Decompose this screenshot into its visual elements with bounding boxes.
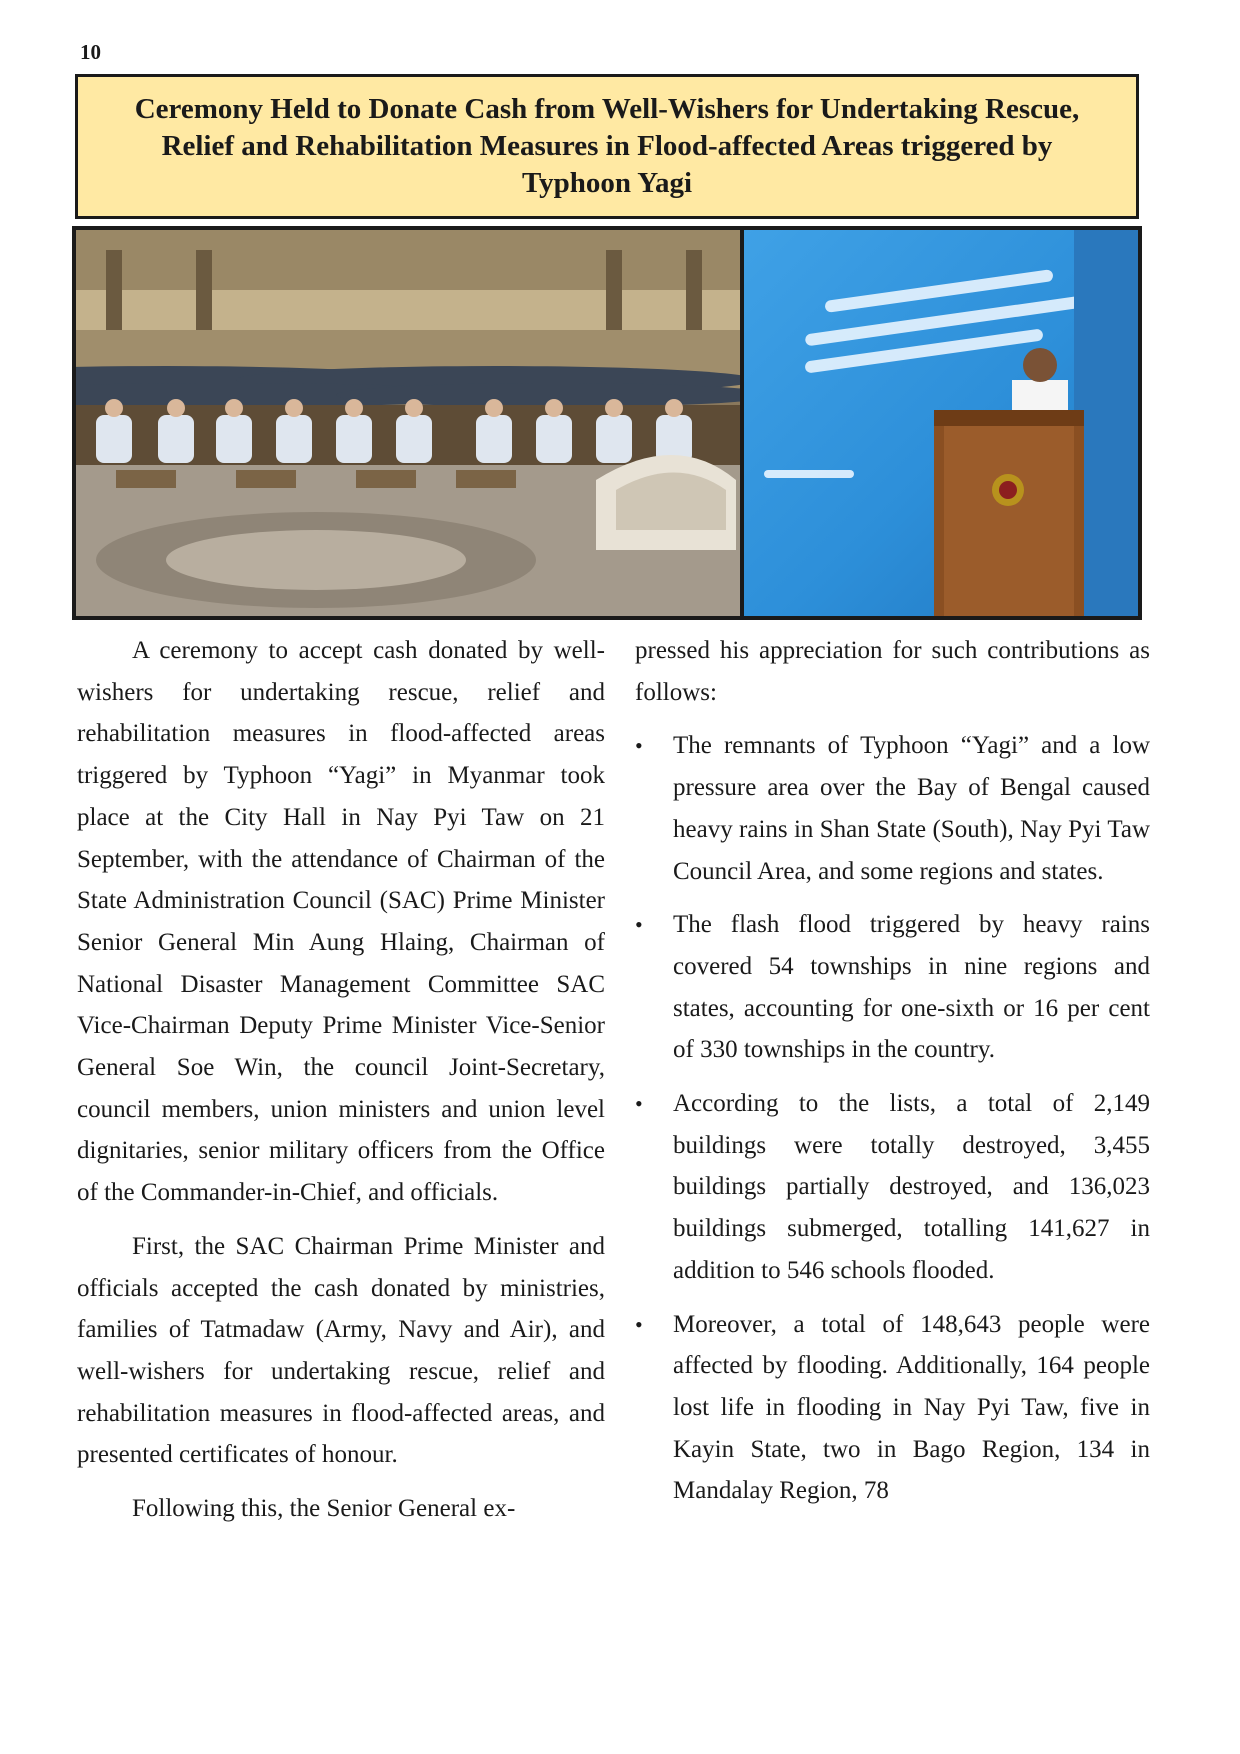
article-title-line-3: Typhoon Yagi — [521, 167, 693, 199]
body-paragraph-3: Following this, the Senior General ex- — [132, 1495, 516, 1523]
bullet-marker: • — [635, 1091, 643, 1117]
bullet-text-4: Moreover, a total of 148,643 people were affected by flooding. Additionally, 164 people lost life in flooding in Nay Pyi Taw, five in Kayin State, two in Bago Region, 134 in Mandalay Region, 78 — [673, 1310, 1150, 1505]
speaker-illustration — [744, 230, 1138, 616]
left-column — [77, 630, 605, 1542]
body-paragraph-2: First, the SAC Chairman Prime Minister and officials accepted the cash donated by ministries, families of Tatmadaw (Army, Navy and Air), and well-wishers for undertaking rescue, relief and rehabilitation measures in flood-affected areas, and presented certificates of honour. — [77, 1232, 605, 1469]
bullet-marker: • — [635, 912, 643, 938]
bullet-text-3: According to the lists, a total of 2,149 buildings were totally destroyed, 3,455 buildings partially destroyed, and 136,023 buildings submerged, totalling 141,627 in addition to 546 schools flooded. — [673, 1090, 1150, 1284]
article-title-line-1: Ceremony Held to Donate Cash from Well-Wishers for Undertaking Rescue, — [134, 93, 1080, 125]
bullet-list — [635, 725, 1150, 1512]
hall-audience-illustration — [76, 230, 740, 616]
speaker-podium-photo — [744, 230, 1138, 616]
hall-audience-photo — [76, 230, 740, 616]
photo-frame — [72, 226, 1142, 620]
page-number: 10 — [80, 40, 101, 64]
body-paragraph-1: A ceremony to accept cash donated by well-wishers for undertaking rescue, relief and rehabilitation measures in flood-affected areas triggered by Typhoon “Yagi” in Myanmar took place at the City Hall in Nay Pyi Taw on 21 September, with the attendance of Chairman of the State Administration Council (SAC) Prime Minister Senior General Min Aung Hlaing, Chairman of National Disaster Management Committee SAC Vice-Chairman Deputy Prime Minister Vice-Senior General Soe Win, the council Joint-Secretary, council members, union ministers and union level dignitaries, senior military officers from the Office of the Commander-in-Chief, and officials. — [77, 637, 605, 1207]
bullet-item-2 — [635, 904, 1150, 1071]
bullet-item-4 — [635, 1304, 1150, 1513]
bullet-marker: • — [635, 1311, 643, 1337]
bullet-marker: • — [635, 733, 643, 759]
right-column-intro: pressed his appreciation for such contributions as follows: — [635, 637, 1150, 706]
bullet-item-3 — [635, 1083, 1150, 1292]
article-title-box — [75, 74, 1139, 219]
article-title-line-2: Relief and Rehabilitation Measures in Flood-affected Areas triggered by — [161, 130, 1053, 162]
bullet-text-1: The remnants of Typhoon “Yagi” and a low pressure area over the Bay of Bengal caused heavy rains in Shan State (South), Nay Pyi Taw Council Area, and some regions and states. — [673, 732, 1150, 885]
bullet-text-2: The flash flood triggered by heavy rains covered 54 townships in nine regions and states, accounting for one-sixth or 16 per cent of 330 townships in the country. — [673, 911, 1150, 1064]
bullet-item-1 — [635, 725, 1150, 892]
right-column — [635, 630, 1150, 1524]
